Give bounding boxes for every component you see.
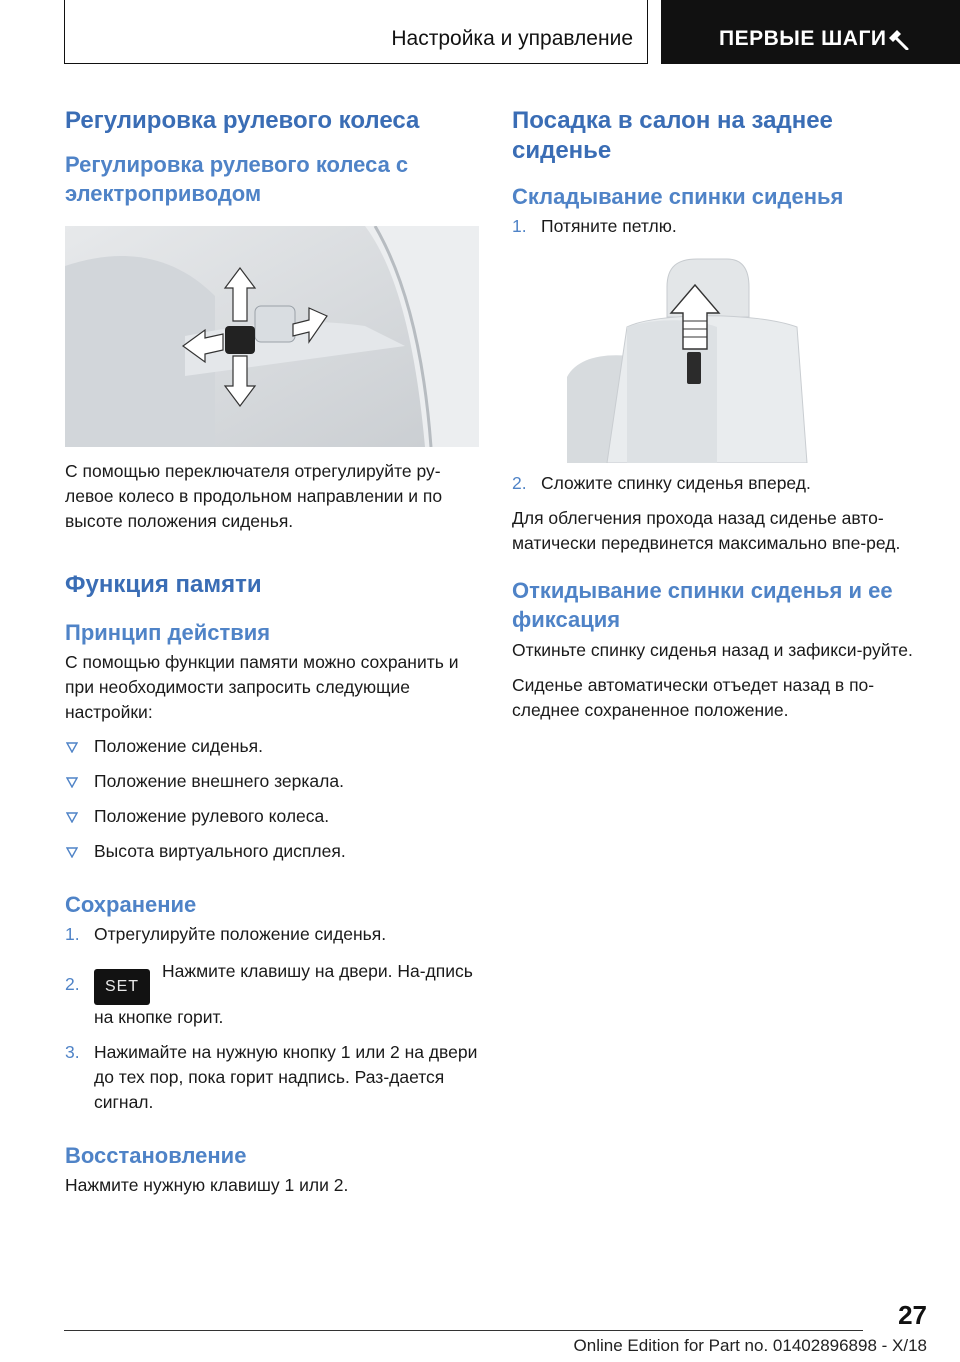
principle-text: С помощью функции памяти можно сохранить и при необходимости запросить следующие настройки: — [65, 652, 459, 722]
rear-seat-title: Посадка в салон на заднее сиденье — [512, 107, 833, 164]
steering-subtitle: Регулировка рулевого колеса с электроприводом — [65, 152, 409, 206]
seat-loop-illustration — [567, 257, 823, 463]
header-chapter-tab — [661, 0, 960, 64]
fold-step: 1. Потяните петлю. — [512, 216, 677, 236]
steering-title: Регулировка рулевого колеса — [65, 107, 420, 134]
triangle-bullet-icon — [66, 812, 78, 823]
list-item: Положение внешнего зеркала. — [65, 769, 479, 794]
save-step: 2. SETНажмите клавишу на двери. На‐дпись на кнопке горит. — [65, 961, 473, 1027]
triangle-bullet-icon — [66, 847, 78, 858]
steering-paragraph: С помощью переключателя отрегулируйте ру‐левое колесо в продольном направлении и по высоте положения сиденья. — [65, 461, 443, 531]
unfold-heading: Откидывание спинки сиденья и ее фиксация — [512, 578, 893, 632]
save-step: 1. Отрегулируйте положение сиденья. — [65, 924, 387, 944]
right-column — [512, 100, 918, 723]
unfold-text-2: Сиденье автоматически отъедет назад в по‐следнее сохраненное положение. — [512, 675, 875, 720]
restore-text: Нажмите нужную клавишу 1 или 2. — [65, 1175, 349, 1195]
left-column — [65, 100, 479, 1198]
set-button-image: SET — [94, 969, 150, 1005]
steering-switch-illustration — [65, 226, 479, 447]
page-number: 27 — [898, 1300, 927, 1330]
fold-heading: Складывание спинки сиденья — [512, 184, 844, 209]
fold-text: Для облегчения прохода назад сиденье авто‐матически передвинется максимально впе‐ред. — [512, 508, 901, 553]
triangle-bullet-icon — [66, 777, 78, 788]
save-step: 3. Нажимайте на нужную кнопку 1 или 2 на двери до тех пор, пока горит надпись. Раз‐дается сигнал. — [65, 1042, 478, 1112]
memory-title: Функция памяти — [65, 571, 262, 598]
save-heading: Сохранение — [65, 892, 197, 917]
hammer-icon — [887, 28, 909, 50]
footer-divider — [64, 1330, 863, 1331]
list-item: Положение сиденья. — [65, 734, 479, 759]
settings-list — [65, 734, 479, 864]
triangle-bullet-icon — [66, 742, 78, 753]
restore-heading: Восстановление — [65, 1143, 247, 1168]
header-chapter-title: ПЕРВЫЕ ШАГИ — [719, 27, 887, 50]
unfold-text-1: Откиньте спинку сиденья назад и зафикси‐руйте. — [512, 640, 913, 660]
list-item: Положение рулевого колеса. — [65, 804, 479, 829]
header-section-title: Настройка и управление — [391, 27, 633, 50]
edition-footer: Online Edition for Part no. 01402896898 - X/18 — [573, 1336, 927, 1355]
fold-step: 2. Сложите спинку сиденья вперед. — [512, 473, 811, 493]
principle-heading: Принцип действия — [65, 620, 271, 645]
list-item: Высота виртуального дисплея. — [65, 839, 479, 864]
